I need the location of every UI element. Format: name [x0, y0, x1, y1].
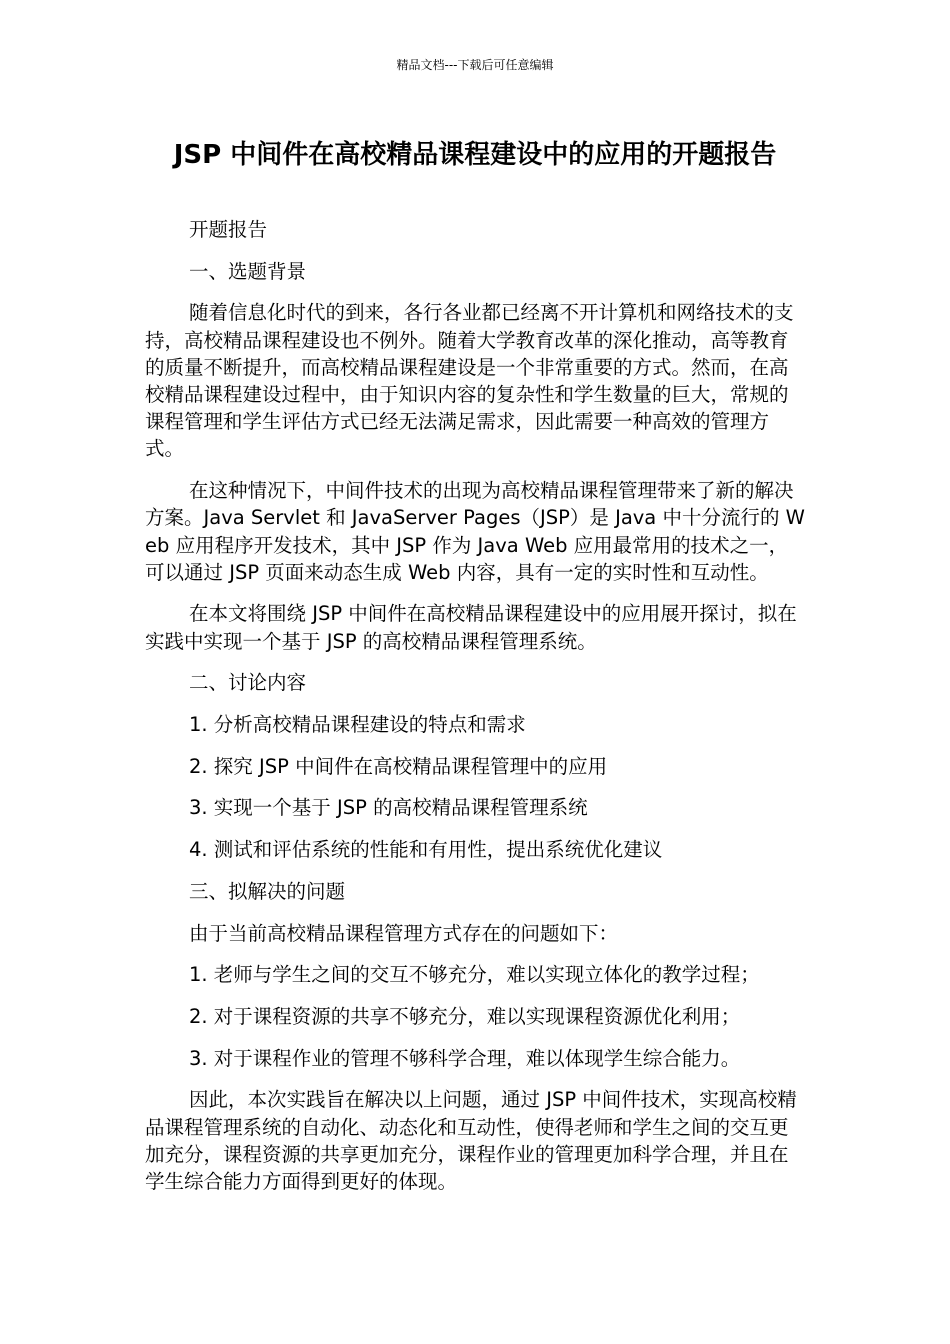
- page-header-note: 精品文档---下载后可任意编辑: [396, 58, 554, 72]
- paragraph-background-3: 在本文将围绕 JSP 中间件在高校精品课程建设中的应用展开探讨，拟在实践中实现一个基于 JSP 的高校精品课程管理系统。: [145, 602, 797, 653]
- paragraph-conclusion: 因此，本次实践旨在解决以上问题，通过 JSP 中间件技术，实现高校精品课程管理系统的自动化、动态化和互动性，使得老师和学生之间的交互更加充分，课程资源的共享更加充分，课程作业的管理更加科学合理，并且在学生综合能力方面得到更好的体现。: [145, 1088, 797, 1193]
- paragraph-problems-intro: 由于当前高校精品课程管理方式存在的问题如下：: [189, 921, 619, 945]
- list-item-problem-1: 1. 老师与学生之间的交互不够充分，难以实现立体化的教学过程；: [189, 963, 760, 987]
- list-item-discussion-2: 2. 探究 JSP 中间件在高校精品课程管理中的应用: [189, 754, 608, 778]
- list-item-discussion-3: 3. 实现一个基于 JSP 的高校精品课程管理系统: [189, 796, 588, 820]
- list-item-problem-2: 2. 对于课程资源的共享不够充分，难以实现课程资源优化利用；: [189, 1004, 741, 1028]
- list-item-problem-3: 3. 对于课程作业的管理不够科学合理，难以体现学生综合能力。: [189, 1046, 741, 1070]
- section-heading-discussion: 二、讨论内容: [189, 671, 307, 695]
- section-heading-background: 一、选题背景: [189, 259, 307, 283]
- paragraph-background-2: 在这种情况下，中间件技术的出现为高校精品课程管理带来了新的解决方案。Java Servlet 和 JavaServer Pages（JSP）是 Java 中十分流行的 Web 应用程序开发技术，其中 JSP 作为 Java Web 应用最常用的技术之一，可以通过 JSP 页面来动态生成 Web 内容，具有一定的实时性和互动性。: [145, 479, 805, 584]
- section-heading-problems: 三、拟解决的问题: [189, 879, 346, 903]
- list-item-discussion-4: 4. 测试和评估系统的性能和有用性，提出系统优化建议: [189, 838, 663, 862]
- list-item-discussion-1: 1. 分析高校精品课程建设的特点和需求: [189, 713, 526, 737]
- section-label-report: 开题报告: [189, 218, 268, 241]
- document-body: [145, 216, 807, 1210]
- document-title: JSP 中间件在高校精品课程建设中的应用的开题报告: [173, 140, 777, 170]
- paragraph-background-1: 随着信息化时代的到来，各行各业都已经离不开计算机和网络技术的支持，高校精品课程建设也不例外。随着大学教育改革的深化推动，高等教育的质量不断提升，而高校精品课程建设是一个非常重要的方式。然而，在高校精品课程建设过程中，由于知识内容的复杂性和学生数量的巨大，常规的课程管理和学生评估方式已经无法满足需求，因此需要一种高效的管理方式。: [145, 301, 794, 461]
